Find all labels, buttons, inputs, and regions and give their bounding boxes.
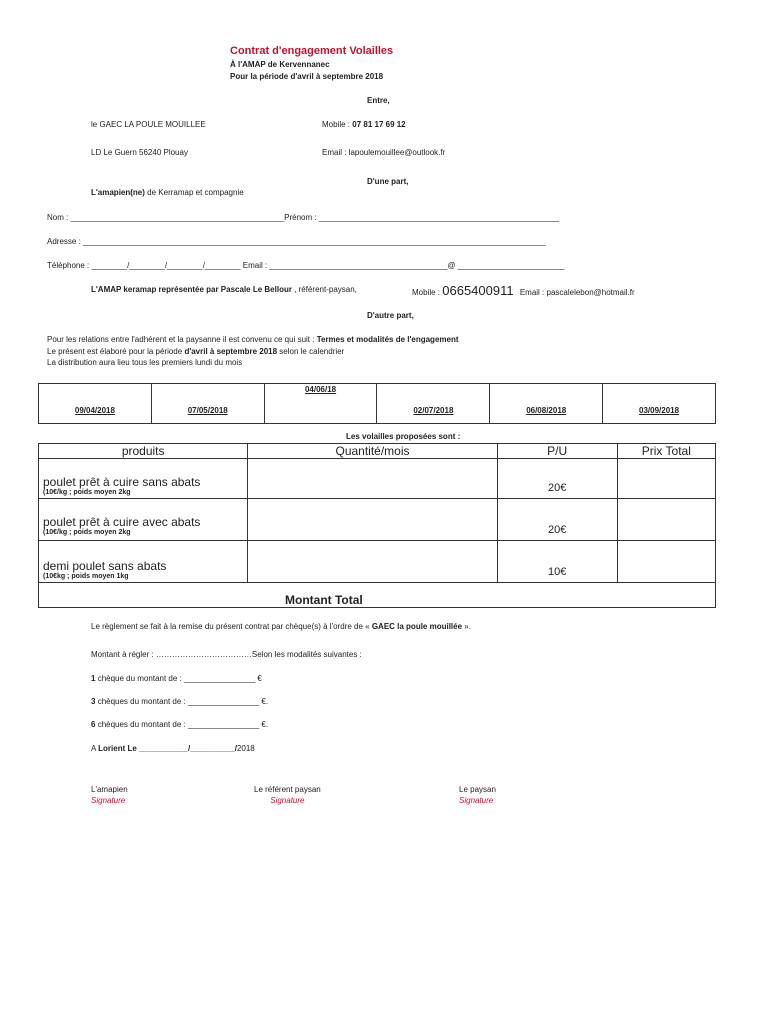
amap-name: À l'AMAP de Kervennanec xyxy=(230,60,330,69)
nom-prenom-field[interactable]: Nom : ________________________________________________Prénom : ______________________________________________________ xyxy=(47,213,560,222)
signature-role: L'amapien xyxy=(91,785,128,794)
quantity-input[interactable] xyxy=(248,541,497,583)
producer-email: Email : lapoulemouillee@outlook.fr xyxy=(322,148,446,157)
date-cell: 02/07/2018 xyxy=(377,384,490,424)
signature-role: Le paysan xyxy=(459,785,496,794)
adresse-field[interactable]: Adresse : ________________________________________________________________________________________________________ xyxy=(47,237,546,246)
cheque-1-option xyxy=(91,674,262,683)
cheque-3-option xyxy=(91,697,268,706)
cheque-6-field[interactable]: chèques du montant de : ________________ €. xyxy=(97,720,269,729)
place-year: 2018 xyxy=(236,744,255,753)
product-cell xyxy=(39,541,248,583)
amap-rep-name: L'AMAP keramap représentée par Pascale Le Bellour xyxy=(91,285,292,294)
table-row xyxy=(39,499,716,541)
amap-rep-role: , référent-paysan, xyxy=(294,285,357,294)
line-total-input[interactable] xyxy=(617,499,715,541)
reglement-text xyxy=(91,622,471,631)
terms-period xyxy=(47,347,344,356)
contract-title: Contrat d'engagement Volailles xyxy=(230,45,394,57)
header-produits: produits xyxy=(39,444,248,459)
entre-label: Entre, xyxy=(367,96,390,105)
montant-field[interactable]: Montant à régler : ………………………………Selon les modalités suivantes : xyxy=(91,650,362,659)
place-city: Lorient xyxy=(98,744,126,753)
signature-referent[interactable] xyxy=(254,785,321,805)
terms-period-end: selon le calendrier xyxy=(279,347,345,356)
amapien-label: L'amapien(ne) xyxy=(91,188,145,197)
product-note: (10€/kg ; poids moyen 2kg xyxy=(43,489,131,496)
signature-label: Signature xyxy=(270,796,305,805)
header-prix-total: Prix Total xyxy=(617,444,715,459)
cheque-3-count: 3 xyxy=(91,697,96,706)
terms-period-text: Le présent est élaboré pour la période xyxy=(47,347,183,356)
date-cell: 07/05/2018 xyxy=(151,384,264,424)
signature-label: Signature xyxy=(459,796,494,805)
producer-name: le GAEC LA POULE MOUILLEE xyxy=(91,120,206,129)
terms-distribution: La distribution aura lieu tous les premiers lundi du mois xyxy=(47,358,243,367)
signature-amapien[interactable] xyxy=(91,785,128,805)
signature-role: Le référent paysan xyxy=(254,785,321,794)
date-cell: 04/06/18 xyxy=(264,384,377,424)
product-note: (10€/kg ; poids moyen 2kg xyxy=(43,529,131,536)
cheque-1-field[interactable]: chèque du montant de : ________________ € xyxy=(97,674,262,683)
cheque-6-count: 6 xyxy=(91,720,96,729)
terms-period-bold: d'avril à septembre 2018 xyxy=(184,347,278,356)
amap-rep-contact xyxy=(412,283,635,298)
cheque-1-count: 1 xyxy=(91,674,96,683)
producer-address: LD Le Guern 56240 Plouay xyxy=(91,148,188,157)
table-row xyxy=(39,541,716,583)
amap-rep-email: Email : pascalelebon@hotmail.fr xyxy=(519,288,635,297)
reglement-b: ». xyxy=(464,622,471,631)
header-pu: P/U xyxy=(497,444,617,459)
unit-price: 20€ xyxy=(497,499,617,541)
reglement-a: Le règlement se fait à la remise du présent contrat par chèque(s) à l'ordre de « xyxy=(91,622,370,631)
date-field[interactable]: Le ___________/__________/ xyxy=(127,744,237,753)
line-total-input[interactable] xyxy=(617,459,715,499)
unit-price: 20€ xyxy=(497,459,617,499)
date-cell: 06/08/2018 xyxy=(490,384,603,424)
products-table xyxy=(38,443,716,608)
telephone-email-field[interactable]: Téléphone : ________/________/________/________ Email : ________________________________________@ ________________________ xyxy=(47,261,565,270)
product-name: demi poulet sans abats xyxy=(43,559,167,573)
product-name: poulet prêt à cuire sans abats xyxy=(43,475,201,489)
cheque-3-field[interactable]: chèques du montant de : ________________ €. xyxy=(97,697,269,706)
terms-intro-text: Pour les relations entre l'adhérent et la paysanne il est convenu ce qui suit : xyxy=(47,335,315,344)
amap-rep-mobile: 0665400911 xyxy=(442,283,514,298)
quantity-input[interactable] xyxy=(248,459,497,499)
cheque-6-option xyxy=(91,720,268,729)
dautre-part-label: D'autre part, xyxy=(367,311,414,320)
producer-mobile-value: 07 81 17 69 12 xyxy=(352,120,406,129)
header-quantite: Quantité/mois xyxy=(248,444,497,459)
date-cell: 09/04/2018 xyxy=(39,384,152,424)
terms-intro xyxy=(47,335,459,344)
distribution-dates-table xyxy=(38,383,716,424)
signature-paysan[interactable] xyxy=(459,785,496,805)
product-note: (10€kg ; poids moyen 1kg xyxy=(43,573,129,580)
line-total-input[interactable] xyxy=(617,541,715,583)
date-cell: 03/09/2018 xyxy=(603,384,716,424)
dune-part-label: D'une part, xyxy=(367,177,409,186)
quantity-input[interactable] xyxy=(248,499,497,541)
terms-intro-bold: Termes et modalités de l'engagement xyxy=(316,335,459,344)
product-cell xyxy=(39,499,248,541)
amapien-value: de Kerramap et compagnie xyxy=(147,188,244,197)
table-row xyxy=(39,459,716,499)
place-prefix: A xyxy=(91,744,96,753)
reglement-payee: GAEC la poule mouillée xyxy=(371,622,463,631)
montant-total-label: Montant Total xyxy=(39,583,716,608)
amap-rep-mobile-label: Mobile : xyxy=(412,288,441,297)
product-name: poulet prêt à cuire avec abats xyxy=(43,515,201,529)
contract-period: Pour la période d'avril à septembre 2018 xyxy=(230,72,384,81)
amap-representative-line xyxy=(91,285,357,294)
total-row xyxy=(39,583,716,608)
producer-mobile xyxy=(322,120,406,129)
signature-label: Signature xyxy=(91,796,126,805)
product-cell xyxy=(39,459,248,499)
producer-mobile-label: Mobile : xyxy=(322,120,351,129)
place-date-line xyxy=(91,744,255,753)
products-caption: Les volailles proposées sont : xyxy=(346,432,461,441)
unit-price: 10€ xyxy=(497,541,617,583)
amapien-line xyxy=(91,188,244,197)
